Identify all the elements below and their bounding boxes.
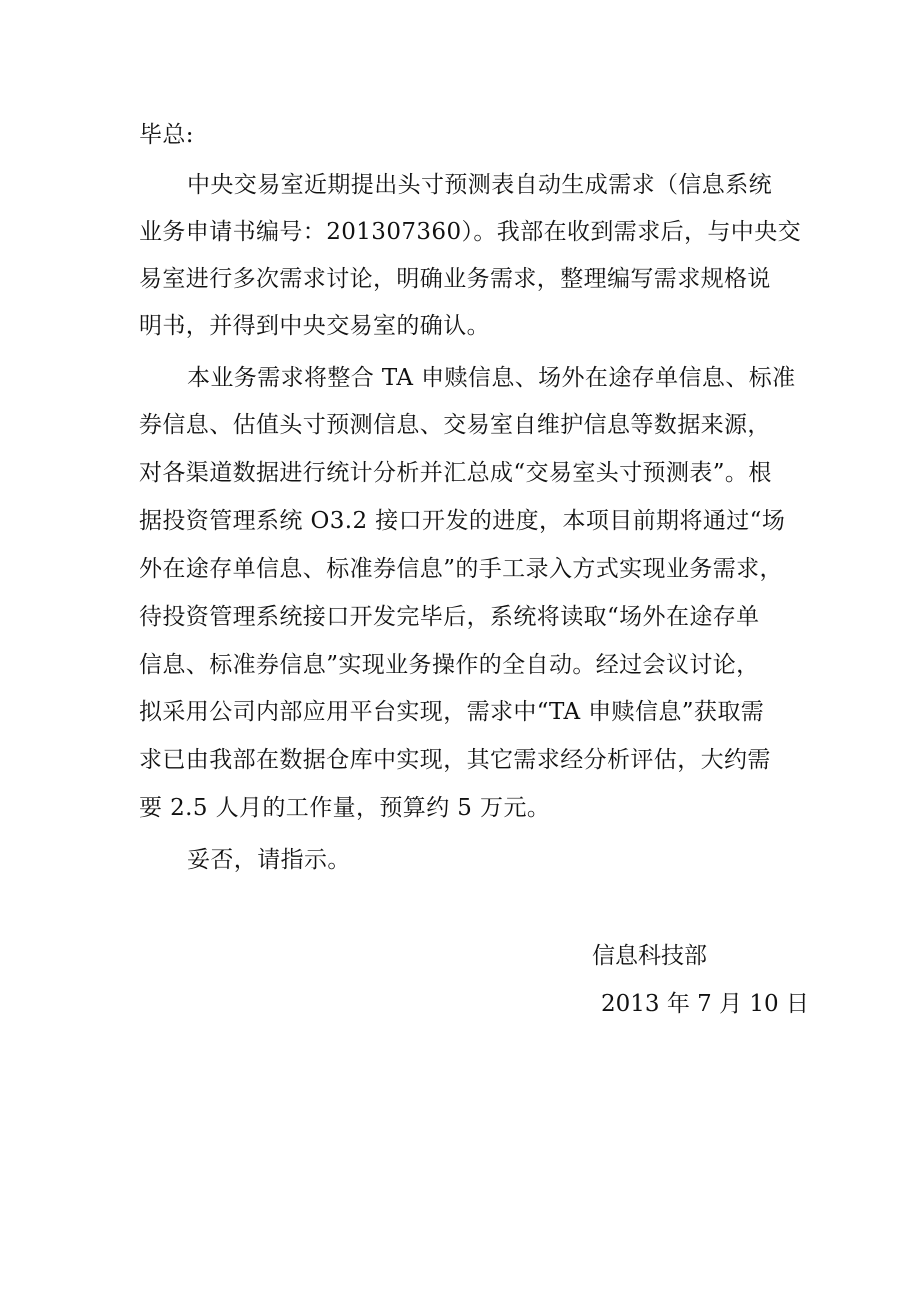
closing-line: 妥否，请指示。 (187, 847, 351, 873)
paragraph2-line-2: 券信息、估值头寸预测信息、交易室自维护信息等数据来源， (139, 412, 771, 438)
paragraph1-line-4: 明书，并得到中央交易室的确认。 (139, 313, 490, 339)
paragraph2-line-1: 本业务需求将整合 TA 申赎信息、场外在途存单信息、标准 (187, 365, 796, 391)
paragraph2-line-3: 对各渠道数据进行统计分析并汇总成“交易室头寸预测表”。根 (139, 460, 772, 486)
paragraph2-line-4: 据投资管理系统 O3.2 接口开发的进度，本项目前期将通过“场 (139, 508, 786, 534)
paragraph1-line-1: 中央交易室近期提出头寸预测表自动生成需求（信息系统 (187, 172, 772, 198)
paragraph2-line-6: 待投资管理系统接口开发完毕后，系统将读取“场外在途存单 (139, 604, 760, 630)
paragraph2-line-10: 要 2.5 人月的工作量，预算约 5 万元。 (139, 795, 551, 821)
signature-date: 2013 年 7 月 10 日 (601, 991, 809, 1017)
paragraph2-line-9: 求已由我部在数据仓库中实现，其它需求经分析评估，大约需 (139, 747, 771, 773)
salutation: 毕总: (139, 122, 194, 148)
paragraph2-line-7: 信息、标准券信息”实现业务操作的全自动。经过会议讨论， (139, 652, 760, 678)
signature-department: 信息科技部 (592, 943, 707, 969)
paragraph1-line-3: 易室进行多次需求讨论，明确业务需求，整理编写需求规格说 (139, 266, 771, 292)
paragraph2-line-8: 拟采用公司内部应用平台实现，需求中“TA 申赎信息”获取需 (139, 699, 765, 725)
paragraph2-line-5: 外在途存单信息、标准券信息”的手工录入方式实现业务需求， (139, 556, 783, 582)
paragraph1-line-2: 业务申请书编号：201307360）。我部在收到需求后，与中央交 (139, 219, 801, 245)
